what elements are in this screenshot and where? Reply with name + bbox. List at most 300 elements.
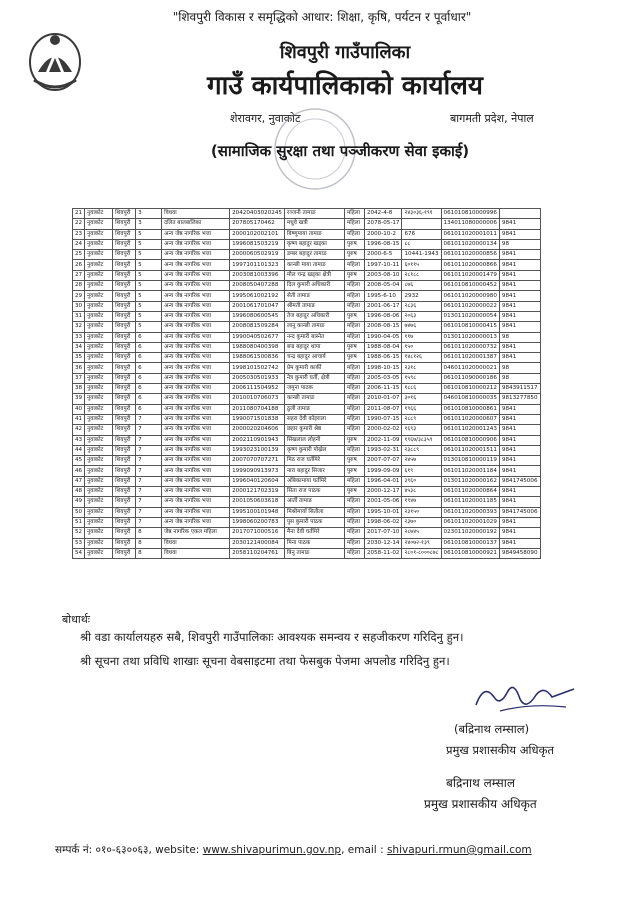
table-cell: 2017071000516 [230,528,285,538]
table-row [73,342,541,352]
table-row [73,219,541,229]
table-cell: 2008081509284 [230,322,285,332]
signatory-designation-stamp: प्रमुख प्रशासकीय अधिकृत [424,797,537,811]
table-row [73,507,541,517]
table-cell: 7 [136,435,162,445]
table-cell: 31 [73,311,85,321]
table-cell: 7 [136,487,162,497]
table-row [73,487,541,497]
table-cell: मिना पाठक [284,538,344,548]
table-cell: 2017-07-10 [364,528,402,538]
table-cell: 6 [136,404,162,414]
table-cell: १८८६ [402,384,441,394]
table-cell: नुवाकोट [85,497,113,507]
table-cell: नुवाकोट [85,219,113,229]
table-row [73,332,541,342]
table-cell: २४३०३६-१९१ [402,209,441,219]
table-cell: 9841 [499,219,540,229]
table-cell: नुवाकोट [85,342,113,352]
table-row [73,239,541,249]
table-cell: 34 [73,342,85,352]
table-cell: 061011020001011 [441,229,499,239]
table-row [73,209,541,219]
table-row [73,517,541,527]
table-cell: 5 [136,270,162,280]
table-cell: 98 [499,363,540,373]
table-cell: २०६३ [402,311,441,321]
table-cell: १९६७/३८३५९ [402,435,441,445]
table-cell: 10441-1943 [402,250,441,260]
table-cell: 37 [73,373,85,383]
table-row [73,301,541,311]
table-cell: 1988-06-15 [364,353,402,363]
table-cell: 7 [136,414,162,424]
table-row [73,394,541,404]
table-cell: 5 [136,291,162,301]
table-cell: लानु कान्छी तामाङ [284,322,344,332]
table-cell: 7 [136,507,162,517]
table-cell: शिवपुरी [113,219,136,229]
table-cell: नुवाकोट [85,476,113,486]
table-cell: अन्य जेष्ठ नागरिक भत्ता [162,414,230,424]
table-cell: 9841 [499,517,540,527]
table-cell: 9841 [499,342,540,352]
table-cell: 5 [136,239,162,249]
table-cell: महिला [344,260,364,270]
table-cell: कान्छी तामाङ [284,394,344,404]
table-cell: शिवपुरी [113,487,136,497]
table-cell: 49 [73,497,85,507]
table-cell: शिवपुरी [113,466,136,476]
table-row [73,425,541,435]
table-cell: 40 [73,404,85,414]
table-cell: 2011080704188 [230,404,285,414]
table-cell: तेज बहादुर अधिकारी [284,311,344,321]
table-cell: २८७४५ [402,528,441,538]
table-cell: अन्य जेष्ठ नागरिक भत्ता [162,425,230,435]
table-row [73,353,541,363]
table-cell: 013010810000119 [441,456,499,466]
table-cell: 24 [73,239,85,249]
table-cell: प्रेम कुमारी कार्की [284,363,344,373]
table-cell: 2000-6-5 [364,250,402,260]
table-cell: नुवाकोट [85,322,113,332]
table-cell: 9841 [499,311,540,321]
table-cell: अन्य जेष्ठ नागरिक भत्ता [162,507,230,517]
table-cell: 2000121702319 [230,487,285,497]
table-cell: 1997101101323 [230,260,285,270]
table-cell: नुवाकोट [85,487,113,497]
table-cell: 1995100101948 [230,507,285,517]
table-cell: 3 [136,219,162,229]
office-title: गाउँ कार्यपालिकाको कार्यालय [207,71,483,101]
table-cell: 1990-04-05 [364,332,402,342]
table-cell: बिनु तामाङ [284,548,344,558]
table-cell: पुरुष [344,239,364,249]
table-cell: चन्द्र बहादुर आचार्य [284,353,344,363]
table-cell: नुवाकोट [85,394,113,404]
table-cell: १९६६ [402,404,441,414]
table-cell: 1990040502677 [230,332,285,342]
table-cell: २८१८८ [402,270,441,280]
table-row [73,456,541,466]
table-cell: अन्य जेष्ठ नागरिक भत्ता [162,456,230,466]
table-cell: नुवाकोट [85,445,113,455]
table-cell: कृष्ण कुमारी पोख्रेल [284,445,344,455]
table-cell: दलित बालबालिका [162,219,230,229]
table-cell: अन्य जेष्ठ नागरिक भत्ता [162,363,230,373]
table-cell: 1998101502742 [230,363,285,373]
table-cell: २३१८ [402,363,441,373]
table-cell: 9841 [499,281,540,291]
table-cell: 45 [73,456,85,466]
table-cell: 7 [136,517,162,527]
table-cell: 2058-11-02 [364,548,402,558]
table-cell: मिठ राज घर्तमिरे [284,456,344,466]
table-cell: 061011020000732 [441,342,499,352]
table-cell: 1988-08-04 [364,342,402,352]
table-cell: नुवाकोट [85,373,113,383]
table-cell: नुवाकोट [85,507,113,517]
table-cell [402,219,441,229]
table-cell: 061011020001029 [441,517,499,527]
table-cell: शिवपुरी [113,384,136,394]
table-cell: 013011020000162 [441,476,499,486]
table-cell: 42 [73,425,85,435]
table-cell: नुवाकोट [85,353,113,363]
table-row [73,497,541,507]
table-cell: पुस कुमारी पाठक [284,517,344,527]
table-cell: 2042-4-8 [364,209,402,219]
table-cell: नुवाकोट [85,466,113,476]
table-cell: 9841 [499,250,540,260]
table-cell: अन्य जेष्ठ नागरिक भत्ता [162,404,230,414]
table-cell: 2030121400084 [230,538,285,548]
table-cell: 2001050603618 [230,497,285,507]
table-cell: 061011090000186 [441,373,499,383]
table-cell: 98 [499,332,540,342]
table-cell: विधवा [162,209,230,219]
table-cell: महिला [344,394,364,404]
table-cell: सिंखलाल लोहनी [284,435,344,445]
table-cell: २८८९ [402,414,441,424]
footer-phone: सम्पर्क नं: ०१०-६३००६३, website: [55,844,203,856]
table-cell: शिवपुरी [113,507,136,517]
table-cell: 2008-08-15 [364,322,402,332]
table-cell: नुवाकोट [85,456,113,466]
table-cell: 061010810000996 [441,209,499,219]
table-cell: 6 [136,353,162,363]
table-row [73,373,541,383]
table-cell: 046011020000021 [441,363,499,373]
table-cell: 2008050407288 [230,281,285,291]
table-cell: शिवपुरी [113,322,136,332]
table-cell: 23 [73,229,85,239]
table-cell: 44 [73,445,85,455]
table-cell: अन्य जेष्ठ नागरिक भत्ता [162,291,230,301]
table-cell: 50 [73,507,85,517]
table-cell: 9841745006 [499,476,540,486]
table-cell: 1990071501838 [230,414,285,424]
table-cell: 061011020001243 [441,425,499,435]
table-cell: 54 [73,548,85,558]
table-cell: शिवपुरी [113,209,136,219]
table-cell: अन्य जेष्ठ नागरिक भत्ता [162,281,230,291]
table-cell: अन्य जेष्ठ नागरिक भत्ता [162,260,230,270]
table-cell: 9841 [499,301,540,311]
table-row [73,528,541,538]
table-cell: पुरुष [344,270,364,280]
table-cell: अन्य जेष्ठ नागरिक भत्ता [162,394,230,404]
table-cell: जेष्ठ नागरिक एकल महिला [162,528,230,538]
table-cell: 013011020000013 [441,332,499,342]
table-cell: 9841 [499,291,540,301]
table-cell: अंबिकामाया घर्तमिरे [284,476,344,486]
table-cell: 2007070707271 [230,456,285,466]
table-cell: 36 [73,363,85,373]
table-row [73,404,541,414]
table-cell: अन्य जेष्ठ नागरिक भत्ता [162,384,230,394]
table-cell: 1996-08-06 [364,311,402,321]
table-cell: 9841 [499,414,540,424]
table-cell: 2005030501933 [230,373,285,383]
table-cell: 061011020000134 [441,239,499,249]
table-cell: महिला [344,373,364,383]
table-cell: 061010810000212 [441,384,499,394]
table-cell: महिला [344,476,364,486]
table-cell: शिवपुरी [113,528,136,538]
table-cell: 2001061701047 [230,301,285,311]
table-cell: 1998060200783 [230,517,285,527]
table-cell: 1995-6-10 [364,291,402,301]
table-row [73,281,541,291]
table-cell: नारा बहादुर सिजार [284,466,344,476]
table-cell: 2010-01-07 [364,394,402,404]
table-cell: बज्र बहादुर थापा [284,342,344,352]
table-cell: 2006-11-15 [364,384,402,394]
table-cell: शिवपुरी [113,260,136,270]
table-cell: कृष्ण बहादुर खड्का [284,239,344,249]
table-cell: डम्बर बहादुर तामाङ [284,250,344,260]
table-cell: 43 [73,435,85,445]
nepal-emblem-icon [26,28,84,94]
table-cell: 013011020000054 [441,311,499,321]
table-cell: 1998-10-15 [364,363,402,373]
table-cell: अन्य जेष्ठ नागरिक भत्ता [162,322,230,332]
table-cell: मिश्रीमायाँ सितौला [284,507,344,517]
table-cell: 061011020001184 [441,466,499,476]
table-cell: 7 [136,476,162,486]
table-cell: नुवाकोट [85,301,113,311]
table-cell: 6 [136,363,162,373]
slogan: "शिवपुरी विकास र समृद्धिको आधार: शिक्षा, कृषि, पर्यटन र पूर्वाधार" [172,10,472,24]
table-cell: नुवाकोट [85,260,113,270]
table-cell: अन्य जेष्ठ नागरिक भत्ता [162,497,230,507]
table-cell: 22 [73,219,85,229]
signatory-designation: प्रमुख प्रशासकीय अधिकृत [446,743,554,757]
table-cell: 2932 [402,291,441,301]
table-cell: 2007-07-07 [364,456,402,466]
table-cell: शिवपुरी [113,476,136,486]
table-cell: मौल चन्द्र खड्का क्षेत्री [284,270,344,280]
table-cell: 061011020001185 [441,497,499,507]
table-cell: 2003081003396 [230,270,285,280]
table-cell: 47 [73,476,85,486]
table-row [73,414,541,424]
table-cell: महिला [344,209,364,219]
table-row [73,363,541,373]
table-cell: मधुवे खत्री [284,219,344,229]
office-address: शेरावगर, नुवाकोट [230,112,301,125]
table-cell: 5 [136,229,162,239]
table-cell: सिता राज पाठक [284,487,344,497]
table-cell: महिला [344,414,364,424]
table-cell: नुवाकोट [85,281,113,291]
table-cell: नुवाकोट [85,404,113,414]
table-row [73,270,541,280]
cc-line-it-section: श्री सूचना तथा प्रविधि शाखाः सूचना वेबसाइटमा तथा फेसबुक पेजमा अपलोड गरिदिनु हुन। [80,654,450,668]
table-cell: 2000060502919 [230,250,285,260]
table-cell: नुवाकोट [85,291,113,301]
beneficiary-table [72,208,541,559]
table-cell: 8 [136,538,162,548]
table-cell: १९४७ [402,497,441,507]
email-link[interactable]: shivapuri.rmun@gmail.com [386,844,532,856]
table-cell: 46 [73,466,85,476]
table-cell: नुवाकोट [85,209,113,219]
table-cell: 1993-02-31 [364,445,402,455]
table-cell: नुवाकोट [85,435,113,445]
table-cell: 2003-08-10 [364,270,402,280]
table-cell: शिवपुरी [113,425,136,435]
table-cell: 061011020000022 [441,301,499,311]
table-cell: अन्य जेष्ठ नागरिक भत्ता [162,353,230,363]
table-cell: शिवपुरी [113,239,136,249]
office-name: शिवपुरी गाउँपालिका [279,42,411,63]
table-cell: जमुना पाठक [284,384,344,394]
table-cell: महिला [344,281,364,291]
table-cell: नुवाकोट [85,229,113,239]
table-cell: शिवपुरी [113,373,136,383]
table-cell: 2001-05-06 [364,497,402,507]
table-cell: महिला [344,425,364,435]
table-cell: महिला [344,384,364,394]
table-cell: 2011-08-07 [364,404,402,414]
table-cell: २३८८९ [402,445,441,455]
table-cell: आर्ती तामाङ [284,497,344,507]
table-cell: 1990-07-15 [364,414,402,424]
table-cell: 1995061002192 [230,291,285,301]
table-cell: 134011080000006 [441,219,499,229]
table-cell: नुवाकोट [85,239,113,249]
table-cell: पुरुष [344,250,364,260]
table-cell: ११७ [402,332,441,342]
table-cell: 9841 [499,487,540,497]
table-cell: 6 [136,332,162,342]
table-cell: 30 [73,301,85,311]
table-cell: अन्य जेष्ठ नागरिक भत्ता [162,229,230,239]
table-cell: शिवपुरी [113,291,136,301]
table-cell: 5 [136,301,162,311]
table-cell: 9813277850 [499,394,540,404]
table-cell: नेत्र कुमारी घर्ती, क्षेत्री [284,373,344,383]
table-cell: अन्य जेष्ठ नागरिक भत्ता [162,445,230,455]
table-cell: अन्य जेष्ठ नागरिक भत्ता [162,487,230,497]
table-cell: महिला [344,538,364,548]
table-cell: नुवाकोट [85,414,113,424]
table-row [73,384,541,394]
table-cell: ठुली तामाङ [284,404,344,414]
table-cell: महिला [344,301,364,311]
table-cell: शिवपुरी [113,342,136,352]
table-cell: 023011020000192 [441,528,499,538]
table-cell: शिवपुरी [113,353,136,363]
table-cell: १५० [402,342,441,352]
table-cell: शिवपुरी [113,404,136,414]
table-cell: 9841 [499,538,540,548]
table-cell: 1999090913973 [230,466,285,476]
table-cell: 6 [136,384,162,394]
table-cell: 061011020000607 [441,414,499,424]
table-cell: महिला [344,528,364,538]
table-cell: 1996081503219 [230,239,285,249]
table-cell: 1999-09-09 [364,466,402,476]
table-cell: पुरुष [344,435,364,445]
table-cell: २८३६ [402,301,441,311]
table-cell: शिवपुरी [113,435,136,445]
table-cell: महिला [344,219,364,229]
table-cell: ४५३८ [402,487,441,497]
table-row [73,466,541,476]
table-cell: 061011020000393 [441,507,499,517]
table-cell: नुवाकोट [85,548,113,558]
table-cell: कान्छी माया तामाङ [284,260,344,270]
table-cell: 9841 [499,456,540,466]
table-cell: महिला [344,507,364,517]
table-cell: शिवपुरी [113,270,136,280]
table-cell: नुवाकोट [85,332,113,342]
table-row [73,435,541,445]
table-cell: ८७६ [402,281,441,291]
table-cell: 5 [136,250,162,260]
table-cell: श्रीमती तामाङ [284,301,344,311]
table-cell: 29 [73,291,85,301]
table-cell: 1995-10-01 [364,507,402,517]
table-cell: 1996-04-01 [364,476,402,486]
table-cell: 7 [136,466,162,476]
table-cell: नुवाकोट [85,517,113,527]
table-cell: महिला [344,445,364,455]
footer-email-label: , email : [341,844,387,856]
table-cell: अन्य जेष्ठ नागरिक भत्ता [162,342,230,352]
table-cell: 1996040120604 [230,476,285,486]
table-cell: 41 [73,414,85,424]
table-cell: 6 [136,394,162,404]
table-cell: 5 [136,281,162,291]
table-cell: 6 [136,373,162,383]
table-cell: 9841 [499,260,540,270]
table-cell: ३०१६ [402,394,441,404]
table-cell: शिवपुरी [113,332,136,342]
table-row [73,322,541,332]
table-cell: पुरुष [344,456,364,466]
table-cell: 061010810000921 [441,548,499,558]
table-cell: 061011020000864 [441,487,499,497]
table-cell: ३९६० [402,476,441,486]
table-cell: शिवपुरी [113,363,136,373]
unit-name: (सामाजिक सुरक्षा तथा पञ्जीकरण सेवा इकाई) [210,142,470,160]
website-link[interactable]: www.shivapurimun.gov.np [202,844,342,856]
